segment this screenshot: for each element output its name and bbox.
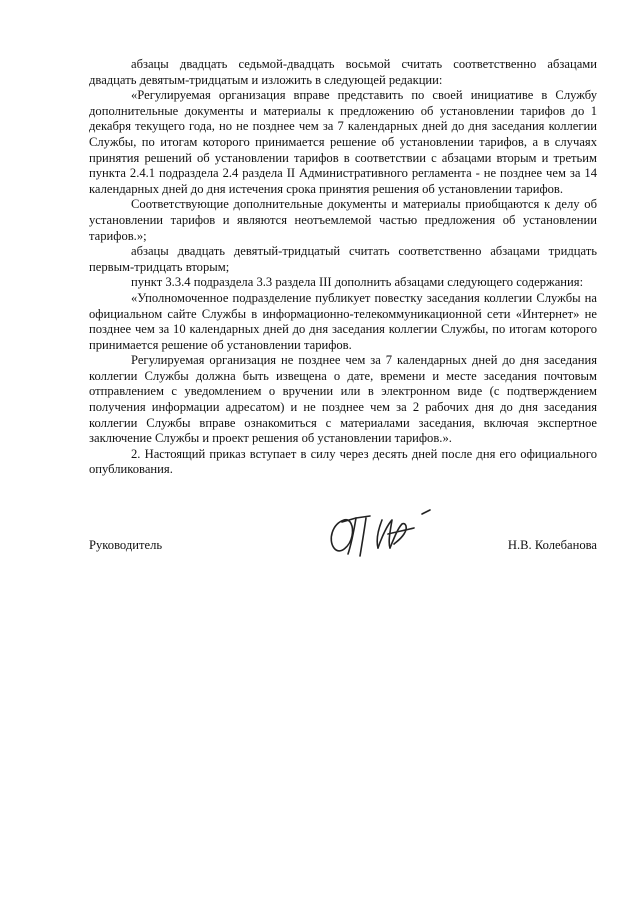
paragraph-3: Соответствующие дополнительные документы и материалы приобщаются к делу об установлении тарифов и являются неотъемлемой частью предложения об установлении тарифов.»; [89,197,597,243]
paragraph-1: абзацы двадцать седьмой-двадцать восьмой считать соответственно абзацами двадцать девятым-тридцатым и изложить в следующей редакции: [89,57,597,87]
signature-block [89,538,597,558]
paragraph-5: пункт 3.3.4 подраздела 3.3 раздела III дополнить абзацами следующего содержания: [131,275,584,290]
document-body [89,57,597,478]
position-title: Руководитель [89,538,163,552]
signer-name: Н.В. Колебанова [507,538,597,552]
paragraph-4: абзацы двадцать девятый-тридцатый считать соответственно абзацами тридцать первым-тридцать вторым; [89,244,597,274]
paragraph-2: «Регулируемая организация вправе представить по своей инициативе в Службу дополнительные документы и материалы к предложению об установлении тарифов до 1 декабря текущего года, но не позднее чем за 7 календарных дней до дня заседания коллегии Службы, по итогам которого принимается решение об установлении тарифов, а в случаях принятия решений об установлении тарифов в соответствии с абзацами вторым и третьим пункта 2.4.1 подраздела 2.4 раздела II Административного регламента - не позднее чем за 14 календарных дней до дня истечения срока принятия решения об установлении тарифов. [89,88,597,196]
paragraph-6: «Уполномоченное подразделение публикует повестку заседания коллегии Службы на официальном сайте Службы в информационно-телекоммуникационной сети «Интернет» не позднее чем за 10 календарных дней до дня заседания коллегии Службы, по итогам которого принимается решение об установлении тарифов. [89,290,597,352]
paragraph-7: Регулируемая организация не позднее чем за 7 календарных дней до дня заседания коллегии Службы должна быть извещена о дате, времени и месте заседания почтовым отправлением с уведомлением о вручении или в электронном виде (с подтверждением получения информации адресатом) и не позднее чем за 2 рабочих дня до дня заседания коллегии Службы вправе ознакомиться с материалами заседания, включая экспертное заключение Службы и проект решения об установлении тарифов.». [89,353,597,446]
paragraph-8: 2. Настоящий приказ вступает в силу через десять дней после дня его официального опубликования. [89,446,597,477]
